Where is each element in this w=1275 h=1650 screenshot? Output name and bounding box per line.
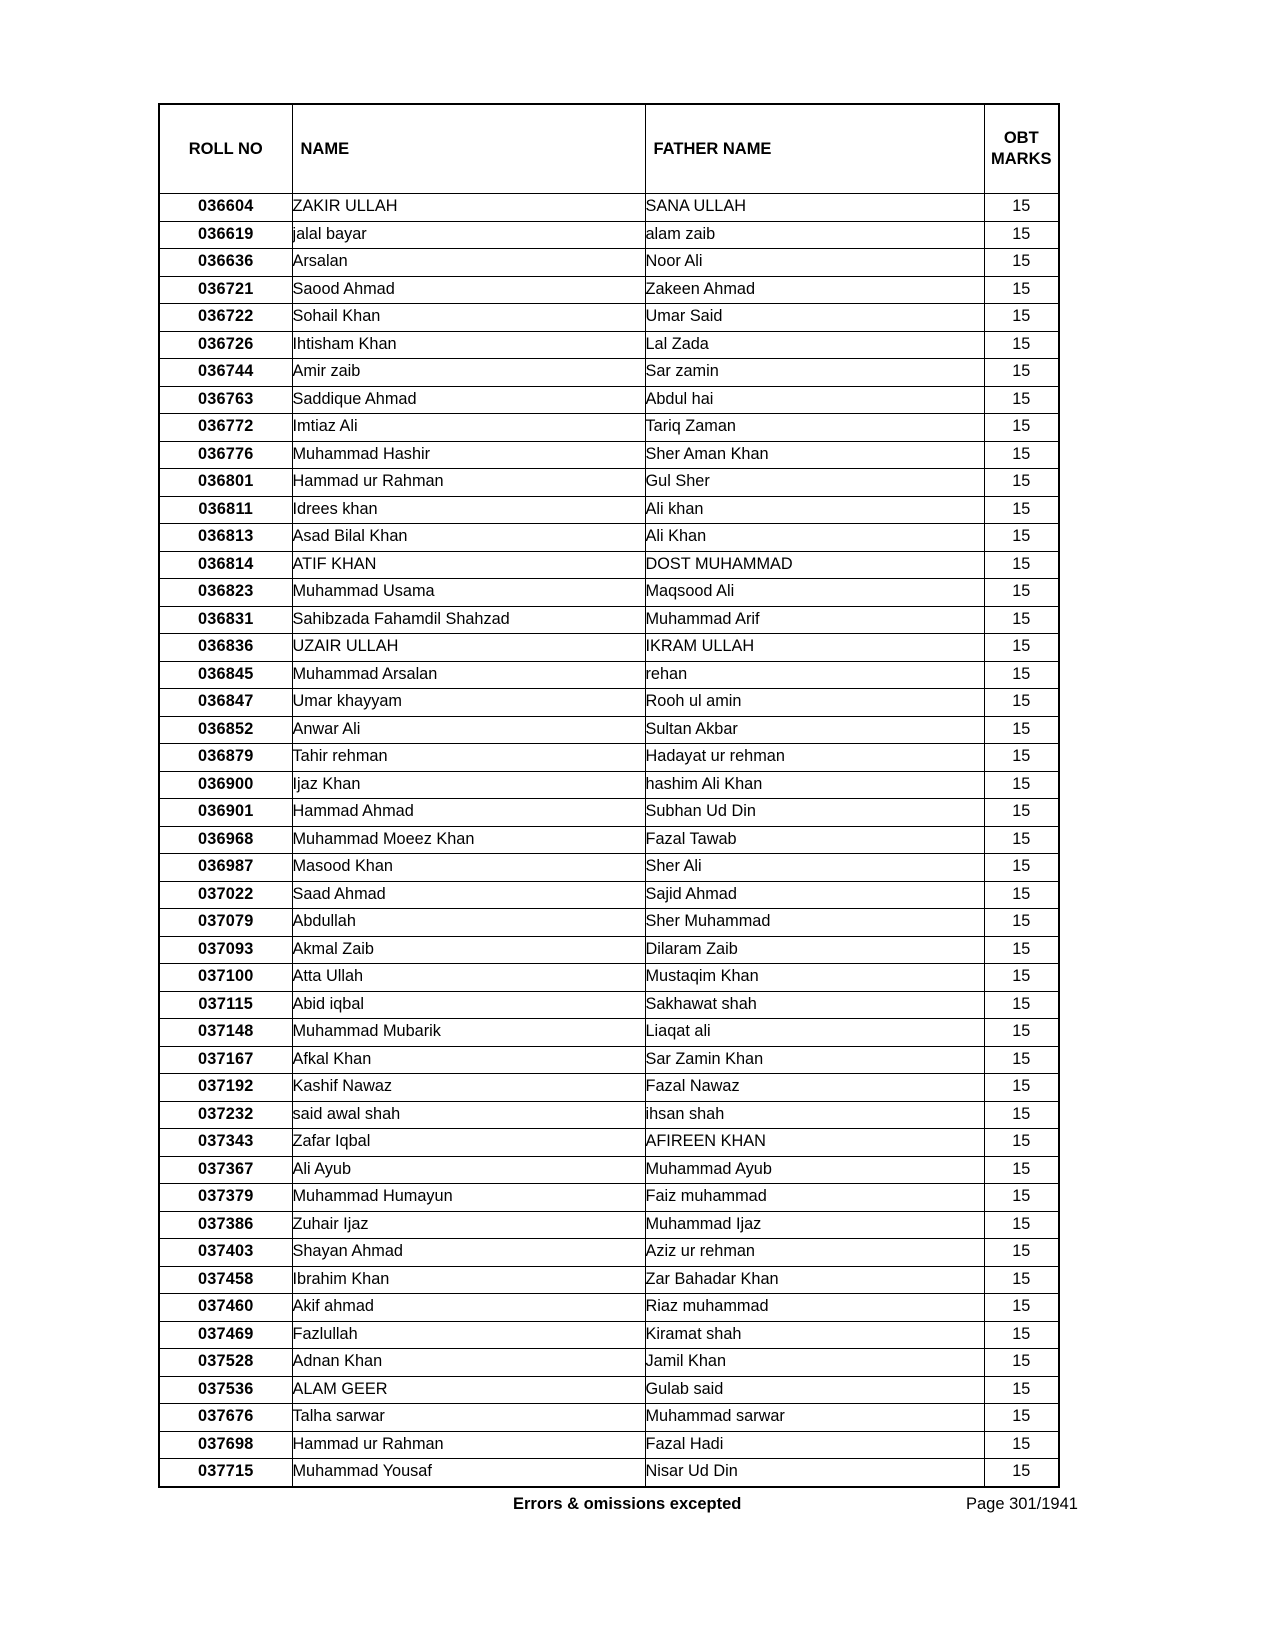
cell-name: Muhammad Humayun xyxy=(292,1184,645,1212)
results-table xyxy=(158,103,1060,1488)
cell-obt-marks: 15 xyxy=(984,194,1059,222)
cell-name: ATIF KHAN xyxy=(292,551,645,579)
cell-obt-marks: 15 xyxy=(984,551,1059,579)
cell-name: Asad Bilal Khan xyxy=(292,524,645,552)
table-row xyxy=(159,1129,1059,1157)
cell-name: ALAM GEER xyxy=(292,1376,645,1404)
cell-roll-no: 036726 xyxy=(159,331,292,359)
cell-name: Zafar Iqbal xyxy=(292,1129,645,1157)
cell-name: Arsalan xyxy=(292,249,645,277)
table-row xyxy=(159,1404,1059,1432)
footer-note: Errors & omissions excepted xyxy=(513,1495,742,1513)
cell-obt-marks: 15 xyxy=(984,634,1059,662)
cell-roll-no: 037458 xyxy=(159,1266,292,1294)
cell-roll-no: 036845 xyxy=(159,661,292,689)
cell-name: Saad Ahmad xyxy=(292,881,645,909)
cell-name: Umar khayyam xyxy=(292,689,645,717)
cell-obt-marks: 15 xyxy=(984,1239,1059,1267)
cell-name: Kashif Nawaz xyxy=(292,1074,645,1102)
footer-page-number: Page 301/1941 xyxy=(966,1495,1078,1513)
cell-name: Imtiaz Ali xyxy=(292,414,645,442)
cell-obt-marks: 15 xyxy=(984,1101,1059,1129)
cell-father-name: Riaz muhammad xyxy=(645,1294,984,1322)
table-row xyxy=(159,331,1059,359)
table-row xyxy=(159,1376,1059,1404)
cell-roll-no: 037148 xyxy=(159,1019,292,1047)
cell-obt-marks: 15 xyxy=(984,1404,1059,1432)
table-row xyxy=(159,909,1059,937)
table-row xyxy=(159,1211,1059,1239)
cell-name: Hammad Ahmad xyxy=(292,799,645,827)
cell-name: Ibrahim Khan xyxy=(292,1266,645,1294)
cell-father-name: Sakhawat shah xyxy=(645,991,984,1019)
cell-name: Akmal Zaib xyxy=(292,936,645,964)
cell-roll-no: 037115 xyxy=(159,991,292,1019)
cell-roll-no: 036721 xyxy=(159,276,292,304)
cell-father-name: Subhan Ud Din xyxy=(645,799,984,827)
table-row xyxy=(159,1294,1059,1322)
cell-obt-marks: 15 xyxy=(984,249,1059,277)
cell-name: Adnan Khan xyxy=(292,1349,645,1377)
cell-name: Abdullah xyxy=(292,909,645,937)
cell-father-name: IKRAM ULLAH xyxy=(645,634,984,662)
cell-name: Ihtisham Khan xyxy=(292,331,645,359)
cell-roll-no: 036801 xyxy=(159,469,292,497)
table-header-row xyxy=(159,104,1059,194)
cell-obt-marks: 15 xyxy=(984,1321,1059,1349)
cell-roll-no: 036811 xyxy=(159,496,292,524)
cell-roll-no: 037698 xyxy=(159,1431,292,1459)
cell-obt-marks: 15 xyxy=(984,414,1059,442)
table-row xyxy=(159,496,1059,524)
table-row xyxy=(159,579,1059,607)
table-row xyxy=(159,304,1059,332)
cell-name: Tahir rehman xyxy=(292,744,645,772)
cell-roll-no: 037367 xyxy=(159,1156,292,1184)
cell-father-name: Faiz muhammad xyxy=(645,1184,984,1212)
cell-obt-marks: 15 xyxy=(984,1019,1059,1047)
table-row xyxy=(159,1074,1059,1102)
cell-roll-no: 037167 xyxy=(159,1046,292,1074)
cell-roll-no: 037528 xyxy=(159,1349,292,1377)
table-row xyxy=(159,221,1059,249)
table-row xyxy=(159,441,1059,469)
cell-obt-marks: 15 xyxy=(984,689,1059,717)
cell-roll-no: 037093 xyxy=(159,936,292,964)
cell-father-name: Fazal Hadi xyxy=(645,1431,984,1459)
cell-obt-marks: 15 xyxy=(984,854,1059,882)
table-row xyxy=(159,1184,1059,1212)
table-row xyxy=(159,414,1059,442)
cell-name: Akif ahmad xyxy=(292,1294,645,1322)
table-row xyxy=(159,386,1059,414)
cell-roll-no: 036763 xyxy=(159,386,292,414)
cell-name: Talha sarwar xyxy=(292,1404,645,1432)
cell-father-name: Sajid Ahmad xyxy=(645,881,984,909)
cell-name: Ali Ayub xyxy=(292,1156,645,1184)
cell-obt-marks: 15 xyxy=(984,386,1059,414)
cell-roll-no: 037715 xyxy=(159,1459,292,1487)
cell-name: ZAKIR ULLAH xyxy=(292,194,645,222)
cell-name: said awal shah xyxy=(292,1101,645,1129)
results-table-container xyxy=(158,103,1058,1488)
cell-name: Muhammad Mubarik xyxy=(292,1019,645,1047)
cell-obt-marks: 15 xyxy=(984,1459,1059,1487)
cell-obt-marks: 15 xyxy=(984,1349,1059,1377)
cell-obt-marks: 15 xyxy=(984,1184,1059,1212)
cell-father-name: Sultan Akbar xyxy=(645,716,984,744)
cell-name: Muhammad Yousaf xyxy=(292,1459,645,1487)
cell-roll-no: 036879 xyxy=(159,744,292,772)
cell-father-name: Gulab said xyxy=(645,1376,984,1404)
cell-name: Saddique Ahmad xyxy=(292,386,645,414)
cell-name: Muhammad Hashir xyxy=(292,441,645,469)
cell-roll-no: 036814 xyxy=(159,551,292,579)
cell-father-name: Muhammad Ayub xyxy=(645,1156,984,1184)
obt-marks-line2: MARKS xyxy=(991,150,1052,168)
cell-obt-marks: 15 xyxy=(984,331,1059,359)
cell-name: Abid iqbal xyxy=(292,991,645,1019)
cell-roll-no: 037192 xyxy=(159,1074,292,1102)
cell-obt-marks: 15 xyxy=(984,661,1059,689)
table-header xyxy=(159,104,1059,194)
cell-father-name: Umar Said xyxy=(645,304,984,332)
cell-obt-marks: 15 xyxy=(984,826,1059,854)
cell-roll-no: 037343 xyxy=(159,1129,292,1157)
cell-father-name: alam zaib xyxy=(645,221,984,249)
cell-obt-marks: 15 xyxy=(984,221,1059,249)
cell-name: UZAIR ULLAH xyxy=(292,634,645,662)
table-row xyxy=(159,634,1059,662)
cell-father-name: Dilaram Zaib xyxy=(645,936,984,964)
cell-obt-marks: 15 xyxy=(984,909,1059,937)
cell-name: Amir zaib xyxy=(292,359,645,387)
table-row xyxy=(159,1431,1059,1459)
cell-obt-marks: 15 xyxy=(984,771,1059,799)
cell-roll-no: 036901 xyxy=(159,799,292,827)
cell-name: Muhammad Usama xyxy=(292,579,645,607)
table-row xyxy=(159,799,1059,827)
cell-father-name: Jamil Khan xyxy=(645,1349,984,1377)
cell-obt-marks: 15 xyxy=(984,469,1059,497)
cell-roll-no: 037232 xyxy=(159,1101,292,1129)
cell-obt-marks: 15 xyxy=(984,524,1059,552)
cell-obt-marks: 15 xyxy=(984,606,1059,634)
cell-father-name: rehan xyxy=(645,661,984,689)
table-row xyxy=(159,964,1059,992)
table-row xyxy=(159,1349,1059,1377)
cell-father-name: Gul Sher xyxy=(645,469,984,497)
cell-name: Atta Ullah xyxy=(292,964,645,992)
cell-father-name: Muhammad sarwar xyxy=(645,1404,984,1432)
table-row xyxy=(159,854,1059,882)
table-row xyxy=(159,1266,1059,1294)
cell-father-name: Abdul hai xyxy=(645,386,984,414)
cell-father-name: Fazal Nawaz xyxy=(645,1074,984,1102)
cell-roll-no: 036831 xyxy=(159,606,292,634)
cell-roll-no: 036847 xyxy=(159,689,292,717)
cell-roll-no: 036852 xyxy=(159,716,292,744)
cell-roll-no: 036744 xyxy=(159,359,292,387)
table-row xyxy=(159,1156,1059,1184)
column-header-roll-no: ROLL NO xyxy=(159,104,292,194)
cell-name: jalal bayar xyxy=(292,221,645,249)
cell-name: Ijaz Khan xyxy=(292,771,645,799)
cell-father-name: ihsan shah xyxy=(645,1101,984,1129)
cell-father-name: Zakeen Ahmad xyxy=(645,276,984,304)
cell-obt-marks: 15 xyxy=(984,716,1059,744)
cell-name: Idrees khan xyxy=(292,496,645,524)
cell-roll-no: 036772 xyxy=(159,414,292,442)
cell-father-name: Noor Ali xyxy=(645,249,984,277)
table-row xyxy=(159,1239,1059,1267)
cell-obt-marks: 15 xyxy=(984,441,1059,469)
cell-name: Muhammad Moeez Khan xyxy=(292,826,645,854)
cell-name: Afkal Khan xyxy=(292,1046,645,1074)
cell-obt-marks: 15 xyxy=(984,1074,1059,1102)
cell-obt-marks: 15 xyxy=(984,799,1059,827)
cell-roll-no: 036823 xyxy=(159,579,292,607)
cell-father-name: Ali Khan xyxy=(645,524,984,552)
cell-roll-no: 036900 xyxy=(159,771,292,799)
cell-obt-marks: 15 xyxy=(984,744,1059,772)
table-row xyxy=(159,661,1059,689)
cell-father-name: SANA ULLAH xyxy=(645,194,984,222)
cell-father-name: Lal Zada xyxy=(645,331,984,359)
cell-roll-no: 036636 xyxy=(159,249,292,277)
cell-roll-no: 036987 xyxy=(159,854,292,882)
cell-roll-no: 036776 xyxy=(159,441,292,469)
cell-father-name: Mustaqim Khan xyxy=(645,964,984,992)
table-row xyxy=(159,826,1059,854)
cell-father-name: Rooh ul amin xyxy=(645,689,984,717)
cell-roll-no: 036813 xyxy=(159,524,292,552)
cell-father-name: Tariq Zaman xyxy=(645,414,984,442)
cell-name: Sohail Khan xyxy=(292,304,645,332)
cell-roll-no: 036619 xyxy=(159,221,292,249)
cell-obt-marks: 15 xyxy=(984,1156,1059,1184)
table-row xyxy=(159,1046,1059,1074)
table-row xyxy=(159,771,1059,799)
cell-obt-marks: 15 xyxy=(984,1046,1059,1074)
cell-father-name: Zar Bahadar Khan xyxy=(645,1266,984,1294)
cell-father-name: Muhammad Ijaz xyxy=(645,1211,984,1239)
cell-father-name: Sher Aman Khan xyxy=(645,441,984,469)
table-row xyxy=(159,469,1059,497)
cell-father-name: Sher Ali xyxy=(645,854,984,882)
cell-obt-marks: 15 xyxy=(984,936,1059,964)
cell-name: Anwar Ali xyxy=(292,716,645,744)
cell-roll-no: 036968 xyxy=(159,826,292,854)
cell-roll-no: 037100 xyxy=(159,964,292,992)
cell-obt-marks: 15 xyxy=(984,964,1059,992)
table-row xyxy=(159,524,1059,552)
cell-father-name: Liaqat ali xyxy=(645,1019,984,1047)
cell-father-name: Sar zamin xyxy=(645,359,984,387)
cell-name: Sahibzada Fahamdil Shahzad xyxy=(292,606,645,634)
table-row xyxy=(159,551,1059,579)
cell-father-name: Kiramat shah xyxy=(645,1321,984,1349)
table-row xyxy=(159,276,1059,304)
obt-marks-line1: OBT xyxy=(1003,129,1039,148)
cell-father-name: Aziz ur rehman xyxy=(645,1239,984,1267)
cell-roll-no: 037379 xyxy=(159,1184,292,1212)
cell-father-name: Fazal Tawab xyxy=(645,826,984,854)
table-row xyxy=(159,606,1059,634)
cell-roll-no: 037676 xyxy=(159,1404,292,1432)
cell-obt-marks: 15 xyxy=(984,1431,1059,1459)
table-row xyxy=(159,1459,1059,1487)
cell-name: Masood Khan xyxy=(292,854,645,882)
cell-father-name: AFIREEN KHAN xyxy=(645,1129,984,1157)
table-row xyxy=(159,716,1059,744)
cell-obt-marks: 15 xyxy=(984,1211,1059,1239)
cell-obt-marks: 15 xyxy=(984,276,1059,304)
cell-roll-no: 037022 xyxy=(159,881,292,909)
cell-obt-marks: 15 xyxy=(984,1376,1059,1404)
cell-obt-marks: 15 xyxy=(984,1129,1059,1157)
cell-father-name: Muhammad Arif xyxy=(645,606,984,634)
cell-obt-marks: 15 xyxy=(984,359,1059,387)
table-row xyxy=(159,689,1059,717)
cell-obt-marks: 15 xyxy=(984,1266,1059,1294)
cell-roll-no: 037469 xyxy=(159,1321,292,1349)
cell-father-name: hashim Ali Khan xyxy=(645,771,984,799)
cell-roll-no: 036604 xyxy=(159,194,292,222)
table-row xyxy=(159,359,1059,387)
page-footer xyxy=(0,1495,1275,1525)
cell-roll-no: 037403 xyxy=(159,1239,292,1267)
cell-roll-no: 037536 xyxy=(159,1376,292,1404)
table-row xyxy=(159,249,1059,277)
cell-name: Fazlullah xyxy=(292,1321,645,1349)
table-row xyxy=(159,1101,1059,1129)
column-header-name: NAME xyxy=(292,104,645,194)
cell-obt-marks: 15 xyxy=(984,496,1059,524)
cell-father-name: Maqsood Ali xyxy=(645,579,984,607)
cell-obt-marks: 15 xyxy=(984,991,1059,1019)
table-row xyxy=(159,936,1059,964)
cell-father-name: Sher Muhammad xyxy=(645,909,984,937)
table-row xyxy=(159,991,1059,1019)
table-body xyxy=(159,194,1059,1487)
cell-name: Muhammad Arsalan xyxy=(292,661,645,689)
cell-father-name: Sar Zamin Khan xyxy=(645,1046,984,1074)
cell-name: Hammad ur Rahman xyxy=(292,469,645,497)
cell-roll-no: 036836 xyxy=(159,634,292,662)
cell-roll-no: 037386 xyxy=(159,1211,292,1239)
table-row xyxy=(159,194,1059,222)
cell-father-name: Nisar Ud Din xyxy=(645,1459,984,1487)
table-row xyxy=(159,1019,1059,1047)
cell-obt-marks: 15 xyxy=(984,881,1059,909)
cell-father-name: Hadayat ur rehman xyxy=(645,744,984,772)
cell-name: Zuhair Ijaz xyxy=(292,1211,645,1239)
cell-father-name: DOST MUHAMMAD xyxy=(645,551,984,579)
column-header-obt-marks xyxy=(984,104,1059,194)
cell-obt-marks: 15 xyxy=(984,304,1059,332)
cell-roll-no: 037079 xyxy=(159,909,292,937)
cell-name: Hammad ur Rahman xyxy=(292,1431,645,1459)
table-row xyxy=(159,881,1059,909)
cell-father-name: Ali khan xyxy=(645,496,984,524)
table-row xyxy=(159,1321,1059,1349)
table-row xyxy=(159,744,1059,772)
cell-name: Saood Ahmad xyxy=(292,276,645,304)
cell-roll-no: 037460 xyxy=(159,1294,292,1322)
cell-name: Shayan Ahmad xyxy=(292,1239,645,1267)
cell-obt-marks: 15 xyxy=(984,579,1059,607)
column-header-father-name: FATHER NAME xyxy=(645,104,984,194)
cell-roll-no: 036722 xyxy=(159,304,292,332)
cell-obt-marks: 15 xyxy=(984,1294,1059,1322)
